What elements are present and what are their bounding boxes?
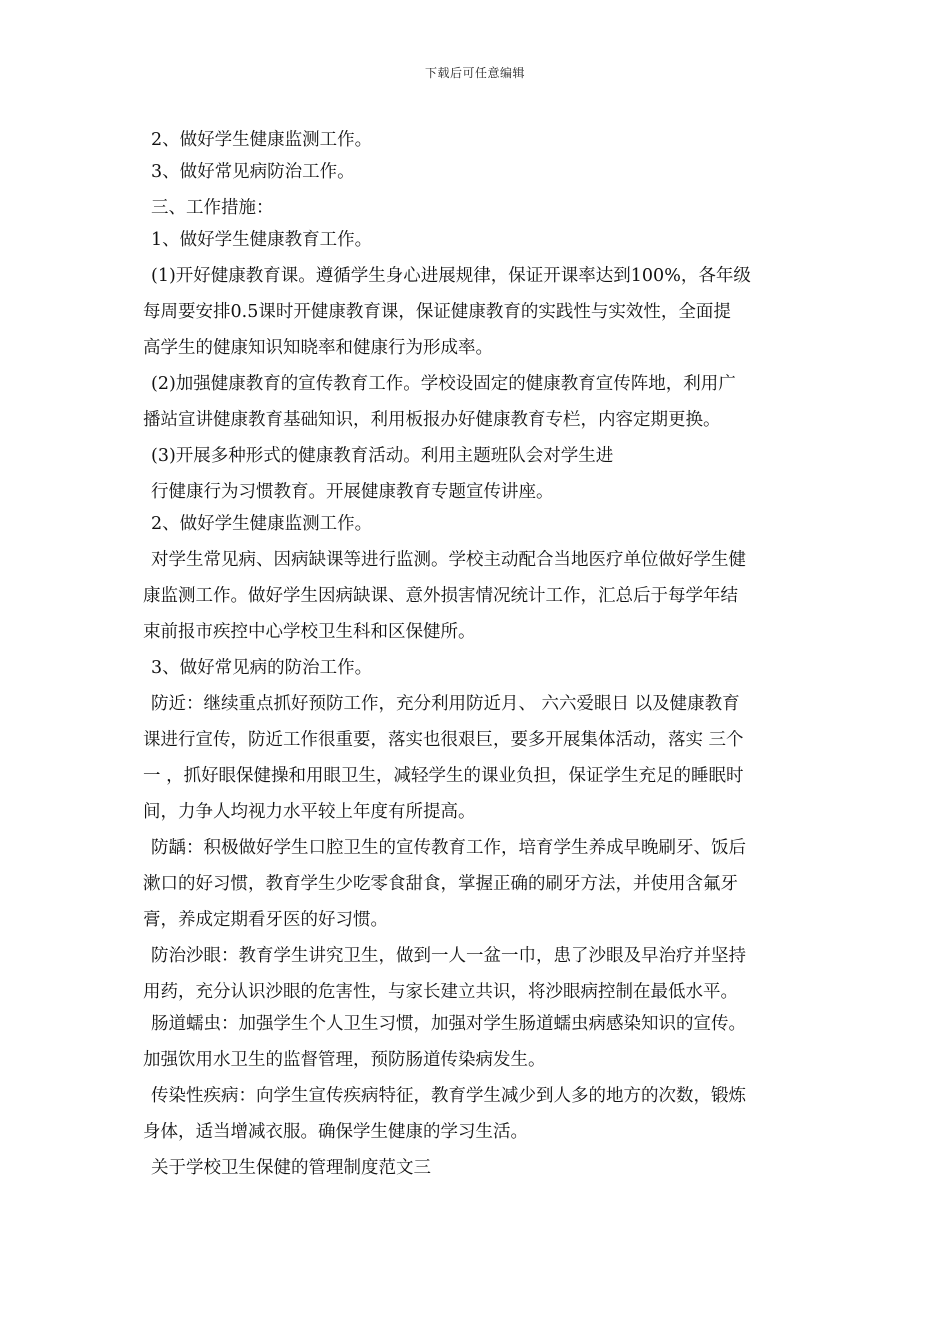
text-line: 防近：继续重点抓好预防工作，充分利用防近月、 六六爱眼日 以及健康教育: [151, 694, 740, 714]
text-line: 高学生的健康知识知晓率和健康行为形成率。: [143, 338, 493, 358]
text-line: 行健康行为习惯教育。开展健康教育专题宣传讲座。: [151, 482, 554, 502]
text-line: 2、做好学生健康监测工作。: [151, 130, 373, 150]
text-line: 膏，养成定期看牙医的好习惯。: [143, 910, 388, 930]
text-line: 康监测工作。做好学生因病缺课、意外损害情况统计工作，汇总后于每学年结: [143, 586, 738, 606]
text-line: (2)加强健康教育的宣传教育工作。学校设固定的健康教育宣传阵地，利用广: [151, 374, 736, 394]
text-line: 每周要安排0.5课时开健康教育课，保证健康教育的实践性与实效性，全面提: [143, 302, 731, 322]
text-line: 加强饮用水卫生的监督管理，预防肠道传染病发生。: [143, 1050, 546, 1070]
text-line: 一 ，抓好眼保健操和用眼卫生，减轻学生的课业负担，保证学生充足的睡眠时: [143, 766, 744, 786]
section-title: 关于学校卫生保健的管理制度范文三: [151, 1158, 431, 1178]
text-line: 2、做好学生健康监测工作。: [151, 514, 373, 534]
text-line: 束前报市疾控中心学校卫生科和区保健所。: [143, 622, 476, 642]
text-line: 课进行宣传，防近工作很重要，落实也很艰巨，要多开展集体活动，落实 三个: [143, 730, 744, 750]
text-line: 1、做好学生健康教育工作。: [151, 230, 373, 250]
text-line: 播站宣讲健康教育基础知识，利用板报办好健康教育专栏，内容定期更换。: [143, 410, 721, 430]
text-line: 身体，适当增减衣服。确保学生健康的学习生活。: [143, 1122, 528, 1142]
text-line: 对学生常见病、因病缺课等进行监测。学校主动配合当地医疗单位做好学生健: [151, 550, 746, 570]
text-line: 漱口的好习惯，教育学生少吃零食甜食，掌握正确的刷牙方法，并使用含氟牙: [143, 874, 738, 894]
text-line: 3、做好常见病防治工作。: [151, 162, 355, 182]
text-line: 防治沙眼：教育学生讲究卫生，做到一人一盆一巾，患了沙眼及早治疗并坚持: [151, 946, 746, 966]
text-line: 用药，充分认识沙眼的危害性，与家长建立共识，将沙眼病控制在最低水平。: [143, 982, 738, 1002]
text-line: (3)开展多种形式的健康教育活动。利用主题班队会对学生进: [151, 446, 614, 466]
text-line: 传染性疾病：向学生宣传疾病特征，教育学生减少到人多的地方的次数，锻炼: [151, 1086, 746, 1106]
text-line: 间，力争人均视力水平较上年度有所提高。: [143, 802, 476, 822]
text-line: 3、做好常见病的防治工作。: [151, 658, 373, 678]
page-header: 下载后可任意编辑: [424, 66, 525, 80]
text-line: 肠道蠕虫：加强学生个人卫生习惯，加强对学生肠道蠕虫病感染知识的宣传。: [151, 1014, 746, 1034]
section-heading: 三、工作措施：: [151, 198, 274, 218]
text-line: (1)开好健康教育课。遵循学生身心进展规律，保证开课率达到100%，各年级: [151, 266, 751, 286]
text-line: 防龋：积极做好学生口腔卫生的宣传教育工作，培育学生养成早晚刷牙、饭后: [151, 838, 746, 858]
